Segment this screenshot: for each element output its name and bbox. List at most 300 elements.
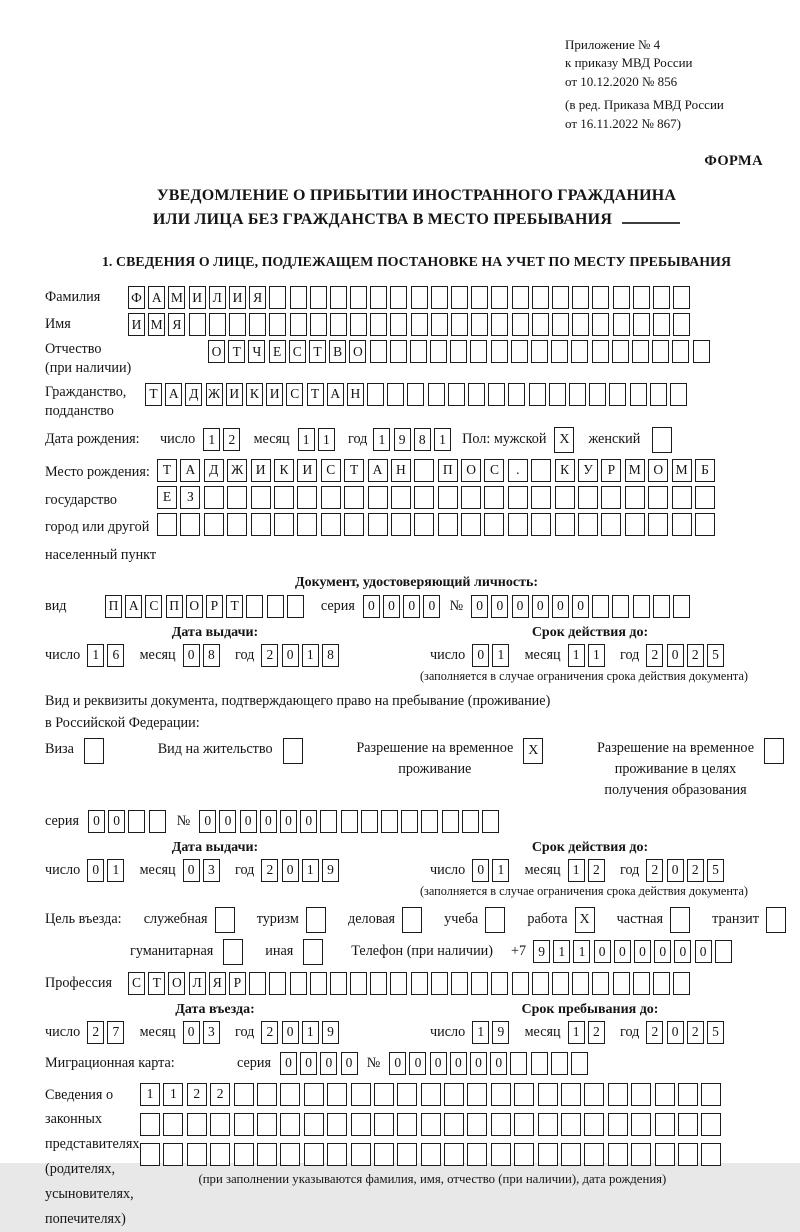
char-cell[interactable]: 1 — [140, 1083, 160, 1106]
char-cell[interactable] — [633, 972, 650, 995]
char-cell[interactable] — [374, 1083, 394, 1106]
char-cell[interactable] — [421, 1113, 441, 1136]
char-cell[interactable]: 0 — [423, 595, 440, 618]
char-cell[interactable] — [510, 1052, 527, 1075]
char-cell[interactable] — [549, 383, 566, 406]
char-cell[interactable] — [451, 313, 468, 336]
char-cell[interactable] — [491, 972, 508, 995]
char-cell[interactable] — [351, 1113, 371, 1136]
char-cell[interactable]: 0 — [490, 1052, 507, 1075]
char-cell[interactable] — [451, 972, 468, 995]
char-cell[interactable] — [267, 595, 284, 618]
char-cell[interactable]: И — [251, 459, 271, 482]
char-cell[interactable] — [444, 1143, 464, 1166]
char-cell[interactable] — [290, 972, 307, 995]
char-cell[interactable]: 1 — [87, 644, 104, 667]
char-cell[interactable]: С — [128, 972, 145, 995]
char-cell[interactable]: 9 — [533, 940, 550, 963]
char-cell[interactable]: Т — [344, 459, 364, 482]
char-cell[interactable] — [467, 1143, 487, 1166]
char-cell[interactable]: 2 — [687, 859, 704, 882]
char-cell[interactable]: 7 — [107, 1021, 124, 1044]
char-cell[interactable] — [274, 486, 294, 509]
char-cell[interactable] — [149, 810, 166, 833]
char-cell[interactable]: 2 — [261, 859, 278, 882]
char-cell[interactable]: 1 — [302, 644, 319, 667]
char-cell[interactable]: 1 — [568, 644, 585, 667]
char-cell[interactable]: С — [289, 340, 306, 363]
char-cell[interactable] — [531, 486, 551, 509]
char-cell[interactable]: 2 — [687, 1021, 704, 1044]
char-cell[interactable]: М — [625, 459, 645, 482]
checkbox-male[interactable]: X — [554, 427, 574, 453]
char-cell[interactable] — [438, 486, 458, 509]
char-cell[interactable]: Ж — [206, 383, 223, 406]
checkbox-purpose-humanitarian[interactable] — [223, 939, 243, 965]
char-cell[interactable] — [257, 1113, 277, 1136]
char-cell[interactable] — [678, 1083, 698, 1106]
char-cell[interactable]: А — [125, 595, 142, 618]
char-cell[interactable]: Н — [347, 383, 364, 406]
char-cell[interactable] — [321, 486, 341, 509]
char-cell[interactable] — [414, 459, 434, 482]
char-cell[interactable] — [471, 313, 488, 336]
char-cell[interactable]: 2 — [223, 428, 240, 451]
char-cell[interactable] — [444, 1113, 464, 1136]
char-cell[interactable] — [538, 1083, 558, 1106]
char-cell[interactable]: 0 — [512, 595, 529, 618]
char-cell[interactable] — [187, 1113, 207, 1136]
char-cell[interactable] — [589, 383, 606, 406]
char-cell[interactable]: 0 — [409, 1052, 426, 1075]
char-cell[interactable]: К — [274, 459, 294, 482]
char-cell[interactable]: 1 — [302, 1021, 319, 1044]
char-cell[interactable] — [450, 340, 467, 363]
char-cell[interactable] — [625, 486, 645, 509]
char-cell[interactable] — [140, 1113, 160, 1136]
char-cell[interactable]: 2 — [646, 1021, 663, 1044]
char-cell[interactable] — [514, 1083, 534, 1106]
char-cell[interactable] — [482, 810, 499, 833]
char-cell[interactable] — [613, 972, 630, 995]
char-cell[interactable] — [632, 340, 649, 363]
char-cell[interactable] — [411, 972, 428, 995]
char-cell[interactable] — [387, 383, 404, 406]
char-cell[interactable] — [652, 340, 669, 363]
char-cell[interactable] — [351, 1083, 371, 1106]
char-cell[interactable] — [655, 1083, 675, 1106]
char-cell[interactable] — [468, 383, 485, 406]
char-cell[interactable] — [655, 1113, 675, 1136]
char-cell[interactable] — [672, 486, 692, 509]
char-cell[interactable] — [341, 810, 358, 833]
char-cell[interactable] — [673, 972, 690, 995]
char-cell[interactable] — [407, 383, 424, 406]
checkbox-edu-residence[interactable] — [764, 738, 784, 764]
char-cell[interactable] — [531, 1052, 548, 1075]
char-cell[interactable] — [678, 1113, 698, 1136]
char-cell[interactable] — [633, 313, 650, 336]
char-cell[interactable] — [633, 595, 650, 618]
char-cell[interactable]: . — [508, 459, 528, 482]
char-cell[interactable] — [421, 1143, 441, 1166]
char-cell[interactable] — [229, 313, 246, 336]
char-cell[interactable] — [367, 383, 384, 406]
char-cell[interactable] — [234, 1113, 254, 1136]
char-cell[interactable] — [269, 286, 286, 309]
char-cell[interactable]: Ф — [128, 286, 145, 309]
char-cell[interactable]: 1 — [107, 859, 124, 882]
char-cell[interactable] — [514, 1143, 534, 1166]
char-cell[interactable] — [678, 1143, 698, 1166]
char-cell[interactable]: 8 — [203, 644, 220, 667]
char-cell[interactable]: С — [484, 459, 504, 482]
char-cell[interactable] — [538, 1113, 558, 1136]
char-cell[interactable]: Т — [148, 972, 165, 995]
char-cell[interactable]: 1 — [573, 940, 590, 963]
char-cell[interactable] — [204, 486, 224, 509]
char-cell[interactable]: 0 — [654, 940, 671, 963]
char-cell[interactable] — [592, 595, 609, 618]
char-cell[interactable]: О — [208, 340, 225, 363]
char-cell[interactable] — [344, 486, 364, 509]
char-cell[interactable] — [612, 595, 629, 618]
char-cell[interactable] — [368, 513, 388, 536]
char-cell[interactable] — [561, 1113, 581, 1136]
checkbox-purpose-other[interactable] — [303, 939, 323, 965]
char-cell[interactable] — [390, 286, 407, 309]
char-cell[interactable] — [715, 940, 732, 963]
char-cell[interactable]: И — [226, 383, 243, 406]
char-cell[interactable] — [555, 513, 575, 536]
char-cell[interactable] — [648, 513, 668, 536]
char-cell[interactable]: И — [297, 459, 317, 482]
char-cell[interactable] — [673, 595, 690, 618]
char-cell[interactable] — [552, 286, 569, 309]
char-cell[interactable] — [310, 313, 327, 336]
char-cell[interactable] — [411, 286, 428, 309]
char-cell[interactable]: 1 — [588, 644, 605, 667]
char-cell[interactable] — [491, 286, 508, 309]
char-cell[interactable] — [531, 459, 551, 482]
char-cell[interactable]: 0 — [282, 644, 299, 667]
char-cell[interactable] — [368, 486, 388, 509]
char-cell[interactable]: К — [555, 459, 575, 482]
char-cell[interactable] — [374, 1113, 394, 1136]
char-cell[interactable] — [572, 286, 589, 309]
char-cell[interactable] — [571, 340, 588, 363]
char-cell[interactable] — [210, 1143, 230, 1166]
char-cell[interactable]: 3 — [203, 1021, 220, 1044]
char-cell[interactable]: 0 — [695, 940, 712, 963]
char-cell[interactable] — [187, 1143, 207, 1166]
char-cell[interactable]: 1 — [163, 1083, 183, 1106]
char-cell[interactable]: Р — [229, 972, 246, 995]
char-cell[interactable] — [531, 340, 548, 363]
char-cell[interactable] — [512, 313, 529, 336]
char-cell[interactable]: О — [461, 459, 481, 482]
char-cell[interactable]: Д — [204, 459, 224, 482]
char-cell[interactable] — [529, 383, 546, 406]
char-cell[interactable] — [344, 513, 364, 536]
char-cell[interactable] — [327, 1113, 347, 1136]
char-cell[interactable]: А — [148, 286, 165, 309]
char-cell[interactable] — [327, 1143, 347, 1166]
char-cell[interactable]: А — [368, 459, 388, 482]
char-cell[interactable] — [670, 383, 687, 406]
char-cell[interactable] — [701, 1083, 721, 1106]
char-cell[interactable] — [461, 486, 481, 509]
char-cell[interactable]: 5 — [707, 644, 724, 667]
char-cell[interactable] — [390, 340, 407, 363]
char-cell[interactable]: Т — [226, 595, 243, 618]
char-cell[interactable] — [350, 286, 367, 309]
char-cell[interactable] — [653, 286, 670, 309]
char-cell[interactable]: 3 — [203, 859, 220, 882]
char-cell[interactable] — [532, 313, 549, 336]
checkbox-purpose-study[interactable] — [485, 907, 505, 933]
char-cell[interactable] — [370, 313, 387, 336]
char-cell[interactable] — [592, 972, 609, 995]
char-cell[interactable] — [484, 513, 504, 536]
char-cell[interactable]: П — [105, 595, 122, 618]
char-cell[interactable]: Т — [228, 340, 245, 363]
char-cell[interactable] — [601, 486, 621, 509]
char-cell[interactable]: Т — [145, 383, 162, 406]
char-cell[interactable] — [571, 1052, 588, 1075]
char-cell[interactable]: 8 — [414, 428, 431, 451]
char-cell[interactable] — [304, 1083, 324, 1106]
char-cell[interactable]: С — [321, 459, 341, 482]
char-cell[interactable] — [401, 810, 418, 833]
char-cell[interactable]: Р — [601, 459, 621, 482]
char-cell[interactable]: 2 — [210, 1083, 230, 1106]
char-cell[interactable]: А — [327, 383, 344, 406]
char-cell[interactable]: О — [349, 340, 366, 363]
char-cell[interactable] — [310, 286, 327, 309]
char-cell[interactable]: 0 — [667, 859, 684, 882]
checkbox-temp-residence[interactable]: X — [523, 738, 543, 764]
char-cell[interactable] — [650, 383, 667, 406]
char-cell[interactable]: 8 — [322, 644, 339, 667]
char-cell[interactable]: 6 — [107, 644, 124, 667]
char-cell[interactable]: 2 — [646, 859, 663, 882]
char-cell[interactable] — [601, 513, 621, 536]
char-cell[interactable] — [251, 486, 271, 509]
char-cell[interactable]: А — [180, 459, 200, 482]
char-cell[interactable] — [234, 1143, 254, 1166]
char-cell[interactable] — [163, 1143, 183, 1166]
char-cell[interactable] — [320, 810, 337, 833]
char-cell[interactable] — [653, 972, 670, 995]
char-cell[interactable] — [552, 972, 569, 995]
char-cell[interactable]: О — [186, 595, 203, 618]
char-cell[interactable]: Т — [157, 459, 177, 482]
char-cell[interactable]: 0 — [183, 859, 200, 882]
char-cell[interactable]: И — [229, 286, 246, 309]
char-cell[interactable]: И — [128, 313, 145, 336]
char-cell[interactable]: 1 — [203, 428, 220, 451]
char-cell[interactable] — [411, 313, 428, 336]
char-cell[interactable] — [672, 340, 689, 363]
char-cell[interactable] — [653, 313, 670, 336]
char-cell[interactable]: М — [672, 459, 692, 482]
char-cell[interactable] — [491, 1083, 511, 1106]
char-cell[interactable] — [462, 810, 479, 833]
char-cell[interactable]: 0 — [183, 644, 200, 667]
char-cell[interactable]: 2 — [187, 1083, 207, 1106]
char-cell[interactable] — [612, 340, 629, 363]
char-cell[interactable] — [648, 486, 668, 509]
char-cell[interactable]: О — [168, 972, 185, 995]
char-cell[interactable] — [431, 313, 448, 336]
char-cell[interactable]: 0 — [300, 1052, 317, 1075]
char-cell[interactable] — [310, 972, 327, 995]
char-cell[interactable] — [128, 810, 145, 833]
char-cell[interactable] — [609, 383, 626, 406]
char-cell[interactable] — [631, 1113, 651, 1136]
char-cell[interactable] — [608, 1113, 628, 1136]
char-cell[interactable] — [189, 313, 206, 336]
char-cell[interactable]: А — [165, 383, 182, 406]
char-cell[interactable] — [397, 1113, 417, 1136]
char-cell[interactable] — [428, 383, 445, 406]
char-cell[interactable] — [390, 972, 407, 995]
char-cell[interactable]: 1 — [373, 428, 390, 451]
char-cell[interactable] — [249, 972, 266, 995]
char-cell[interactable] — [555, 486, 575, 509]
char-cell[interactable]: 0 — [383, 595, 400, 618]
char-cell[interactable] — [227, 486, 247, 509]
char-cell[interactable]: 0 — [472, 644, 489, 667]
char-cell[interactable] — [410, 340, 427, 363]
char-cell[interactable]: 0 — [88, 810, 105, 833]
char-cell[interactable] — [470, 340, 487, 363]
char-cell[interactable] — [592, 340, 609, 363]
char-cell[interactable] — [569, 383, 586, 406]
char-cell[interactable] — [572, 972, 589, 995]
char-cell[interactable]: 0 — [471, 595, 488, 618]
checkbox-purpose-work[interactable]: X — [575, 907, 595, 933]
char-cell[interactable] — [608, 1143, 628, 1166]
char-cell[interactable]: В — [329, 340, 346, 363]
char-cell[interactable]: 1 — [568, 1021, 585, 1044]
char-cell[interactable] — [280, 1143, 300, 1166]
char-cell[interactable] — [414, 486, 434, 509]
char-cell[interactable] — [397, 1083, 417, 1106]
checkbox-purpose-commercial[interactable] — [402, 907, 422, 933]
char-cell[interactable] — [290, 313, 307, 336]
char-cell[interactable]: 0 — [219, 810, 236, 833]
char-cell[interactable] — [297, 486, 317, 509]
char-cell[interactable] — [508, 486, 528, 509]
char-cell[interactable] — [204, 513, 224, 536]
char-cell[interactable] — [350, 972, 367, 995]
char-cell[interactable] — [444, 1083, 464, 1106]
char-cell[interactable]: Л — [189, 972, 206, 995]
char-cell[interactable] — [578, 513, 598, 536]
char-cell[interactable] — [234, 1083, 254, 1106]
char-cell[interactable]: 1 — [472, 1021, 489, 1044]
char-cell[interactable] — [390, 313, 407, 336]
char-cell[interactable] — [695, 486, 715, 509]
char-cell[interactable]: Т — [307, 383, 324, 406]
char-cell[interactable]: О — [648, 459, 668, 482]
char-cell[interactable]: 9 — [322, 1021, 339, 1044]
char-cell[interactable]: К — [246, 383, 263, 406]
char-cell[interactable]: 5 — [707, 1021, 724, 1044]
checkbox-residence-permit[interactable] — [283, 738, 303, 764]
char-cell[interactable]: Е — [269, 340, 286, 363]
char-cell[interactable] — [633, 286, 650, 309]
char-cell[interactable]: 0 — [430, 1052, 447, 1075]
char-cell[interactable] — [304, 1143, 324, 1166]
char-cell[interactable] — [551, 1052, 568, 1075]
char-cell[interactable] — [608, 1083, 628, 1106]
char-cell[interactable] — [512, 972, 529, 995]
char-cell[interactable] — [572, 313, 589, 336]
char-cell[interactable]: Ж — [227, 459, 247, 482]
char-cell[interactable]: П — [438, 459, 458, 482]
checkbox-purpose-private[interactable] — [670, 907, 690, 933]
char-cell[interactable]: 0 — [472, 859, 489, 882]
char-cell[interactable]: 2 — [687, 644, 704, 667]
char-cell[interactable]: 1 — [553, 940, 570, 963]
char-cell[interactable] — [448, 383, 465, 406]
char-cell[interactable] — [695, 513, 715, 536]
char-cell[interactable] — [630, 383, 647, 406]
checkbox-purpose-tourism[interactable] — [306, 907, 326, 933]
char-cell[interactable] — [531, 513, 551, 536]
char-cell[interactable] — [491, 340, 508, 363]
char-cell[interactable] — [327, 1083, 347, 1106]
char-cell[interactable]: 0 — [389, 1052, 406, 1075]
char-cell[interactable] — [488, 383, 505, 406]
char-cell[interactable]: 2 — [588, 859, 605, 882]
char-cell[interactable] — [381, 810, 398, 833]
char-cell[interactable] — [584, 1143, 604, 1166]
char-cell[interactable] — [693, 340, 710, 363]
char-cell[interactable] — [532, 972, 549, 995]
char-cell[interactable] — [370, 286, 387, 309]
char-cell[interactable] — [290, 286, 307, 309]
char-cell[interactable] — [578, 486, 598, 509]
char-cell[interactable] — [430, 340, 447, 363]
char-cell[interactable]: 0 — [260, 810, 277, 833]
char-cell[interactable]: М — [148, 313, 165, 336]
char-cell[interactable] — [304, 1113, 324, 1136]
char-cell[interactable]: 1 — [492, 859, 509, 882]
char-cell[interactable] — [673, 313, 690, 336]
char-cell[interactable] — [163, 1113, 183, 1136]
char-cell[interactable] — [438, 513, 458, 536]
char-cell[interactable]: 0 — [634, 940, 651, 963]
char-cell[interactable] — [552, 313, 569, 336]
char-cell[interactable]: Д — [185, 383, 202, 406]
char-cell[interactable] — [391, 513, 411, 536]
char-cell[interactable] — [350, 313, 367, 336]
char-cell[interactable] — [274, 513, 294, 536]
char-cell[interactable] — [584, 1083, 604, 1106]
char-cell[interactable]: 1 — [568, 859, 585, 882]
char-cell[interactable] — [209, 313, 226, 336]
char-cell[interactable] — [431, 972, 448, 995]
char-cell[interactable] — [442, 810, 459, 833]
char-cell[interactable]: 0 — [572, 595, 589, 618]
char-cell[interactable] — [491, 313, 508, 336]
char-cell[interactable] — [561, 1083, 581, 1106]
checkbox-purpose-transit[interactable] — [766, 907, 786, 933]
